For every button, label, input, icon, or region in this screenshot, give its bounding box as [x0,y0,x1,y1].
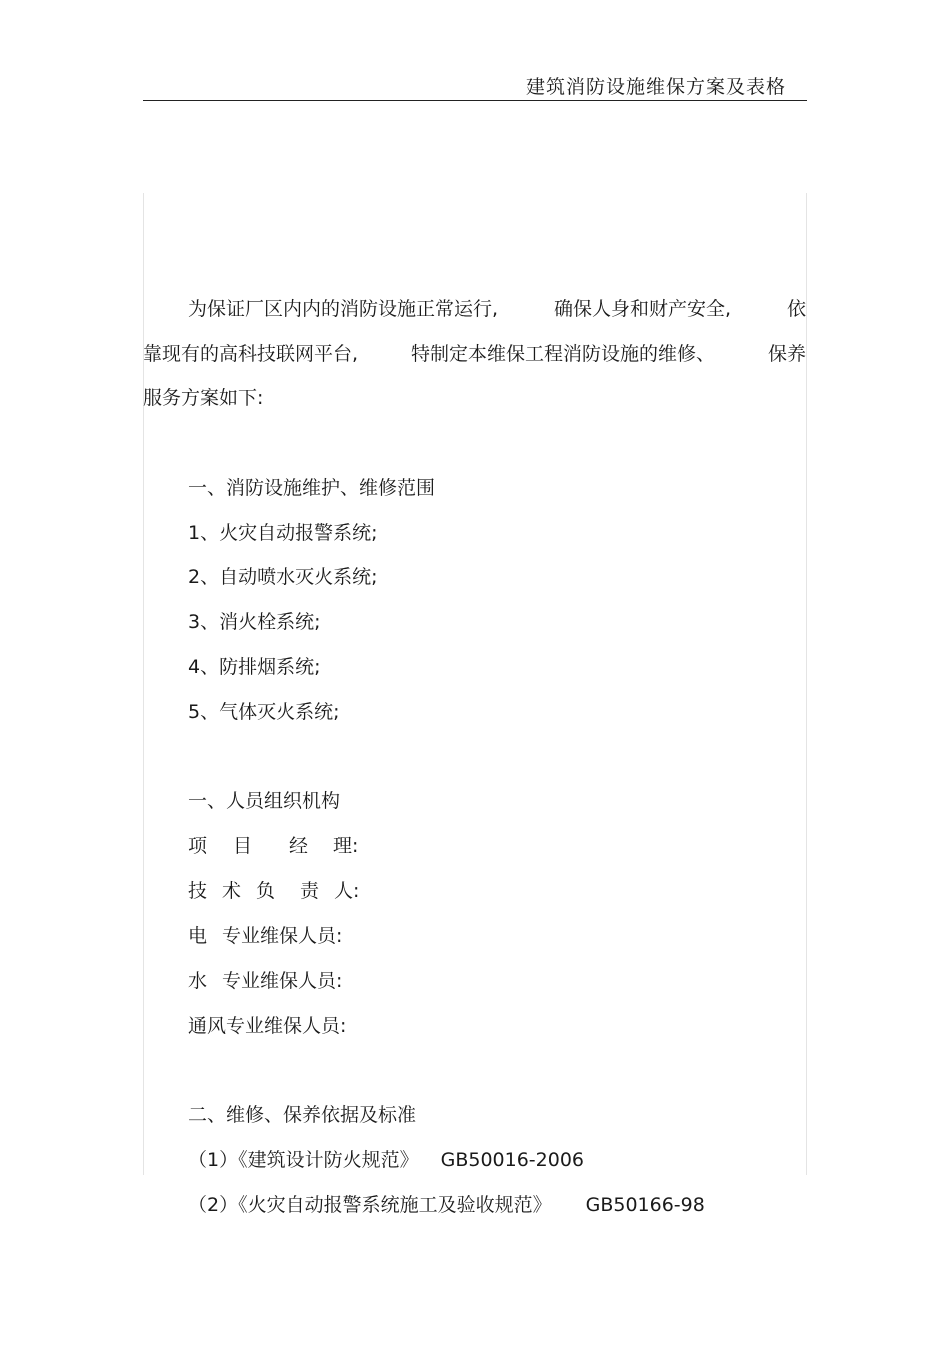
standard-name: （1）《建筑设计防火规范》 [188,1149,419,1171]
intro-segment: 确保人身和财产安全, [553,298,732,320]
role-char: 经 [289,835,309,857]
role-label: 专业维保人员: [222,925,343,947]
standard-code: GB50166-98 [585,1194,705,1216]
section-heading-standards: 二、维修、保养依据及标准 [188,1104,417,1126]
role-char: 责 [300,880,320,902]
role-char: 项 [188,835,208,857]
document-header-title: 建筑消防设施维保方案及表格 [525,76,786,98]
scope-item: 1、火灾自动报警系统; [188,522,378,544]
intro-segment: 特制定本维保工程消防设施的维修、 [411,343,716,365]
intro-paragraph-line-2 [143,342,806,366]
role-prefix: 水 [188,970,208,992]
intro-segment: 保养 [767,343,806,365]
role-ventilation-staff: 通风专业维保人员: [188,1015,347,1037]
intro-segment: 依 [786,298,806,320]
page-frame-left [143,193,144,1175]
role-char: 理: [333,835,359,857]
page-frame-right [806,193,807,1175]
standard-name: （2）《火灾自动报警系统施工及验收规范》 [188,1194,552,1216]
intro-paragraph-line-1 [143,297,806,321]
header-divider [143,100,807,101]
role-char: 技 [188,880,208,902]
scope-item: 4、防排烟系统; [188,656,321,678]
scope-item: 3、消火栓系统; [188,611,321,633]
role-char: 负 [256,880,276,902]
section-heading-organization: 一、人员组织机构 [188,790,341,812]
scope-item: 2、自动喷水灭火系统; [188,566,378,588]
intro-paragraph-line-3: 服务方案如下: [143,387,264,409]
scope-item: 5、气体灭火系统; [188,701,340,723]
role-char: 人: [334,880,360,902]
standard-item [188,1148,584,1172]
standard-code: GB50016-2006 [440,1149,585,1171]
intro-segment: 为保证厂区内内的消防设施正常运行, [188,298,499,320]
role-char: 目 [233,835,253,857]
standard-item [188,1193,705,1217]
role-char: 术 [222,880,242,902]
intro-segment: 靠现有的高科技联网平台, [143,343,359,365]
section-heading-scope: 一、消防设施维护、维修范围 [188,477,436,499]
role-prefix: 电 [188,925,208,947]
role-label: 专业维保人员: [222,970,343,992]
